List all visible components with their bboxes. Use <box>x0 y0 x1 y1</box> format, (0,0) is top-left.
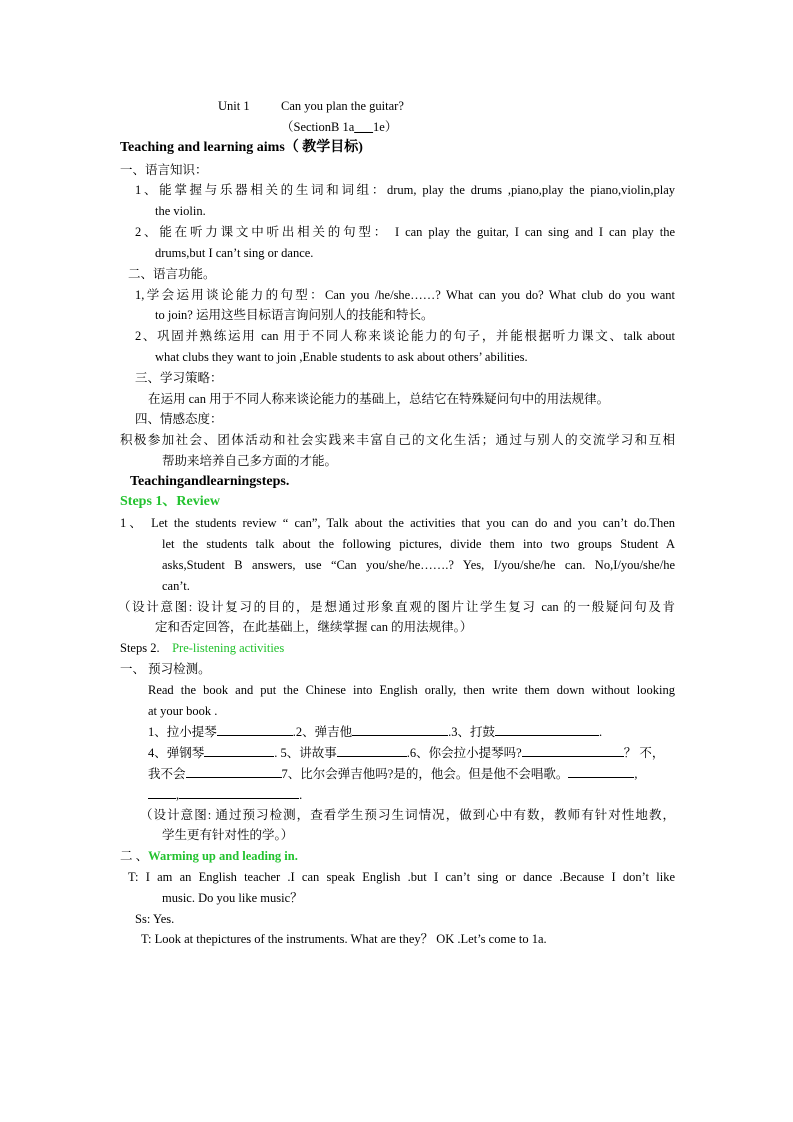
teacher-line-2: T: Look at thepictures of the instruments. What are they？ OK .Let’s come to 1a. <box>141 932 547 946</box>
answer-blank-6b[interactable] <box>186 764 282 778</box>
exercise-q6: .6、你会拉小提琴吗? <box>406 746 522 760</box>
answer-blank-5[interactable] <box>337 743 407 757</box>
unit-label: Unit 1 <box>218 99 250 113</box>
step1-design-note: （设计意图: 设计复习的目的，是想通过形象直观的图片让学生复习 can 的一般疑问句及肯 <box>118 600 675 614</box>
step2-heading: Steps 2. Pre-listening activities <box>120 641 285 655</box>
answer-blank-3[interactable] <box>495 722 599 736</box>
students-line: Ss: Yes. <box>135 912 175 926</box>
step1-item-1-cont-1: let the students talk about the following pictures, divide them into two groups Student A <box>162 537 675 551</box>
step1-item-1-cont-2: asks,Student B answers, use “Can you/she/he…….? Yes, I/you/she/he can. No,I/you/she/he <box>162 558 675 572</box>
step1-design-note-cont: 定和否定回答，在此基础上，继续掌握 can 的用法规律。） <box>155 620 473 634</box>
aims-section-4-text: 积极参加社会、团体活动和社会实践来丰富自己的文化生活；通过与别人的交流学习和互相 <box>120 433 675 447</box>
aims-item-1-1-cont: the violin. <box>155 204 206 218</box>
step2-instructions-cont: at your book . <box>148 704 218 718</box>
exercise-q3: .3、打鼓 <box>448 725 496 739</box>
aims-item-1-2-cont: drums,but I can’t sing or dance. <box>155 246 314 260</box>
step1-item-1-cont-3: can’t. <box>162 579 190 593</box>
exercise-q5: . 5、讲故事 <box>274 746 337 760</box>
teacher-line-1: T: I am an English teacher .I can speak English .but I can’t sing or dance .Because I don’t like <box>128 870 675 884</box>
aims-section-1: 一、语言知识： <box>120 163 208 177</box>
aims-section-3-text: 在运用 can 用于不同人称来谈论能力的基础上，总结它在特殊疑问句中的用法规律。 <box>148 392 610 406</box>
exercise-line-2: 4、弹钢琴 . 5、讲故事 .6、你会拉小提琴吗? ？ 不， <box>148 743 664 762</box>
answer-blank-6[interactable] <box>522 743 624 757</box>
aims-section-3: 三、学习策略： <box>135 371 223 385</box>
exercise-q4: 4、弹钢琴 <box>148 746 205 760</box>
aims-heading: Teaching and learning aims（ 教学目标) <box>120 140 363 155</box>
aims-item-1-1: 1、能掌握与乐器相关的生词和词组：drum, play the drums ,piano,play the piano,violin,play <box>135 183 675 197</box>
steps-heading: Teachingandlearningsteps. <box>130 474 290 489</box>
teacher-line-1-cont: music. Do you like music？ <box>162 891 303 905</box>
step2-section-1: 一、 预习检测。 <box>120 662 211 676</box>
step2-design-note: （设计意图: 通过预习检测，查看学生预习生词情况，做到心中有数，教师有针对性地教， <box>140 808 675 822</box>
exercise-q2: .2、弹吉他 <box>292 725 353 739</box>
exercise-q1: 1、拉小提琴 <box>148 725 217 739</box>
section-label: （SectionB 1a___1e） <box>281 120 398 134</box>
aims-item-2-1: 1,学会运用谈论能力的句型：Can you /he/she……? What can you do? What club do you want <box>135 288 675 302</box>
exercise-line-4: , . <box>148 785 302 804</box>
answer-blank-2[interactable] <box>352 722 448 736</box>
answer-blank-7b[interactable] <box>148 785 176 799</box>
step1-title: Steps 1、Review <box>120 494 220 509</box>
aims-item-2-2-cont: what clubs they want to join ,Enable students to ask about others’ abilities. <box>155 350 528 364</box>
answer-blank-7c[interactable] <box>179 785 299 799</box>
exercise-q7: 7、比尔会弹吉他吗?是的，他会。但是他不会唱歌。 <box>281 767 569 781</box>
aims-section-4: 四、情感态度： <box>135 412 223 426</box>
lesson-title: Can you plan the guitar? <box>281 99 404 113</box>
aims-item-1-2: 2、能在听力课文中听出相关的句型： I can play the guitar, I can sing and I can play the <box>135 225 675 239</box>
exercise-line-3: 我不会 7、比尔会弹吉他吗?是的，他会。但是他不会唱歌。 , <box>148 764 637 783</box>
aims-section-2: 二、语言功能。 <box>128 267 216 281</box>
answer-blank-7[interactable] <box>568 764 634 778</box>
answer-blank-1[interactable] <box>217 722 293 736</box>
aims-item-2-2: 2、巩固并熟练运用 can 用于不同人称来谈论能力的句子，并能根据听力课文、talk about <box>135 329 675 343</box>
aims-item-2-1-cont: to join? 运用这些目标语言询问别人的技能和特长。 <box>155 308 434 322</box>
aims-section-4-text-cont: 帮助来培养自己多方面的才能。 <box>162 454 338 468</box>
step1-item-1: 1、 Let the students review “ can”, Talk about the activities that you can do and you can’t do.Then <box>120 516 675 530</box>
warming-up-heading: 二 、Warming up and leading in. <box>120 849 298 863</box>
step2-instructions: Read the book and put the Chinese into English orally, then write them down without looking <box>148 683 675 697</box>
answer-blank-4[interactable] <box>204 743 274 757</box>
step2-design-note-cont: 学生更有针对性的学。） <box>162 828 294 842</box>
exercise-line-1: 1、拉小提琴 .2、弹吉他 .3、打鼓 . <box>148 722 602 741</box>
